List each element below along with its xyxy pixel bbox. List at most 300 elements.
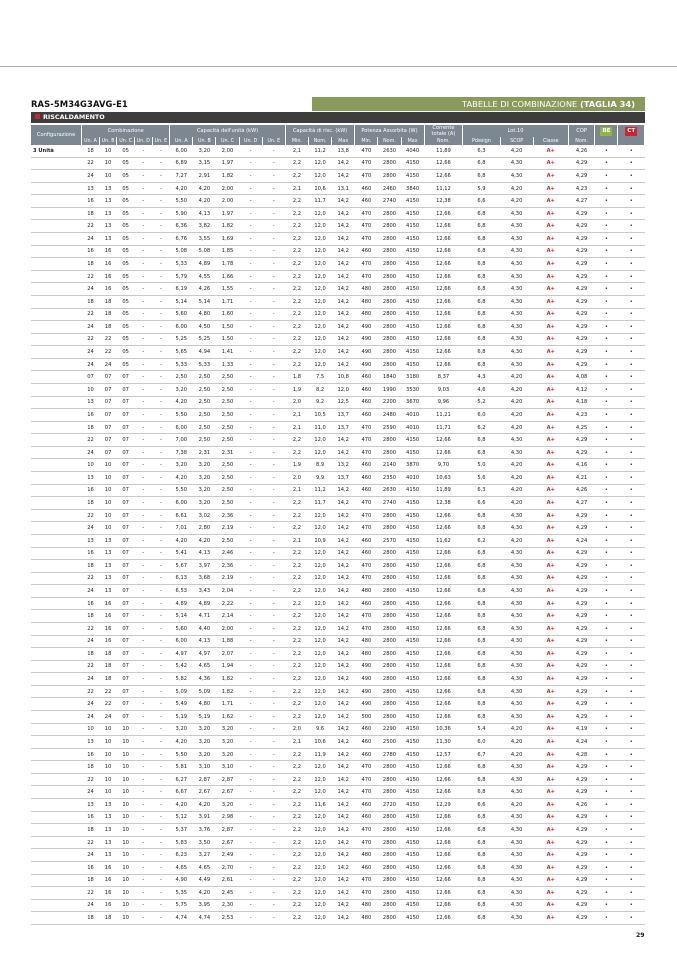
table-cell: 11,89 — [424, 484, 463, 497]
table-cell: • — [595, 383, 618, 396]
table-cell: 2,50 — [193, 396, 216, 409]
table-cell: 2,2 — [285, 899, 308, 912]
model-name: RAS-5M34G3AVG-E1 — [31, 99, 128, 109]
table-cell: 12,0 — [309, 321, 332, 334]
table-cell: • — [618, 711, 645, 724]
table-cell: 4150 — [401, 874, 424, 887]
table-cell: 4,20 — [170, 736, 193, 749]
table-cell: - — [239, 396, 262, 409]
table-cell: 2800 — [378, 597, 401, 610]
table-cell: 10 — [99, 761, 117, 774]
table-cell: 4,20 — [193, 182, 216, 195]
table-cell: 13,7 — [332, 472, 355, 485]
table-cell: 480 — [355, 295, 378, 308]
table-cell: 07 — [99, 421, 117, 434]
table-cell: - — [262, 660, 285, 673]
table-cell: 2,1 — [285, 145, 308, 157]
table-cell: 07 — [117, 711, 135, 724]
table-cell: 24 — [82, 698, 100, 711]
table-cell: 4,29 — [568, 308, 594, 321]
table-cell: - — [262, 446, 285, 459]
table-cell: 14,2 — [332, 333, 355, 346]
table-cell: 18 — [82, 560, 100, 573]
table-cell: - — [152, 547, 170, 560]
table-cell: 2,50 — [216, 434, 239, 447]
table-cell: - — [134, 321, 152, 334]
configuration-cell — [31, 660, 82, 673]
table-cell: 14,2 — [332, 660, 355, 673]
table-cell: 460 — [355, 245, 378, 258]
table-cell: 2800 — [378, 321, 401, 334]
table-cell: 14,2 — [332, 245, 355, 258]
table-cell: 07 — [117, 572, 135, 585]
table-cell: • — [618, 572, 645, 585]
table-cell: • — [595, 308, 618, 321]
table-cell: 16 — [99, 861, 117, 874]
table-cell: • — [618, 346, 645, 359]
table-cell: - — [134, 698, 152, 711]
table-cell: - — [262, 258, 285, 271]
table-cell: 4,20 — [500, 472, 533, 485]
table-cell: 14,2 — [332, 861, 355, 874]
table-cell: 6,8 — [463, 912, 500, 925]
table-cell: 4150 — [401, 560, 424, 573]
table-cell: 12,0 — [309, 308, 332, 321]
table-cell: - — [262, 874, 285, 887]
table-cell: 14,2 — [332, 346, 355, 359]
table-cell: - — [239, 434, 262, 447]
table-cell: 6,2 — [463, 534, 500, 547]
table-cell: 6,0 — [463, 736, 500, 749]
table-cell: - — [152, 849, 170, 862]
table-cell: 1,66 — [216, 270, 239, 283]
table-cell: - — [262, 648, 285, 661]
table-cell: 4,20 — [500, 383, 533, 396]
configuration-cell — [31, 836, 82, 849]
configuration-cell — [31, 773, 82, 786]
table-cell: 07 — [117, 383, 135, 396]
table-row — [31, 874, 645, 887]
table-cell: 12,0 — [309, 560, 332, 573]
sub-header-cell: Un. C — [216, 137, 239, 145]
table-cell: 2,2 — [285, 207, 308, 220]
table-row — [31, 635, 645, 648]
table-cell: 2,2 — [285, 648, 308, 661]
sub-header-cell: Un. E — [262, 137, 285, 145]
table-cell: 2800 — [378, 635, 401, 648]
table-cell: - — [262, 459, 285, 472]
table-cell: 2800 — [378, 346, 401, 359]
table-cell: 6,8 — [463, 233, 500, 246]
table-cell: - — [152, 321, 170, 334]
ct-badge-icon: CT — [627, 127, 636, 134]
table-cell: 14,2 — [332, 673, 355, 686]
sub-header-cell: Max — [332, 137, 355, 145]
energy-class-cell: A+ — [533, 736, 568, 749]
table-cell: - — [239, 887, 262, 900]
table-cell: 5,6 — [463, 472, 500, 485]
table-cell: 12,57 — [424, 748, 463, 761]
table-cell: 2,67 — [193, 786, 216, 799]
table-row — [31, 849, 645, 862]
table-cell: 18 — [99, 308, 117, 321]
table-cell: - — [134, 622, 152, 635]
table-cell: 4,74 — [193, 912, 216, 925]
table-cell: 12,0 — [309, 434, 332, 447]
table-cell: 470 — [355, 421, 378, 434]
table-cell: 460 — [355, 459, 378, 472]
table-cell: 2,30 — [216, 899, 239, 912]
table-cell: - — [239, 220, 262, 233]
table-cell: 12,0 — [309, 258, 332, 271]
table-cell: 6,8 — [463, 170, 500, 183]
table-cell: 10,36 — [424, 723, 463, 736]
table-cell: 4,6 — [463, 383, 500, 396]
table-cell: 4,30 — [500, 610, 533, 623]
table-cell: 10,6 — [309, 736, 332, 749]
table-row — [31, 333, 645, 346]
configuration-cell — [31, 207, 82, 220]
table-cell: 14,2 — [332, 157, 355, 170]
table-cell: 13 — [99, 836, 117, 849]
table-cell: 1,8 — [285, 371, 308, 384]
table-cell: 3,95 — [193, 899, 216, 912]
table-cell: 1,82 — [216, 220, 239, 233]
table-cell: • — [595, 773, 618, 786]
table-cell: 18 — [99, 295, 117, 308]
table-cell: 16 — [82, 484, 100, 497]
table-cell: 24 — [82, 585, 100, 598]
table-cell: 6,0 — [463, 409, 500, 422]
table-cell: 07 — [117, 635, 135, 648]
table-cell: 3,20 — [193, 736, 216, 749]
table-cell: 6,8 — [463, 321, 500, 334]
table-cell: 4,30 — [500, 258, 533, 271]
table-cell: 4,13 — [193, 635, 216, 648]
table-cell: 24 — [82, 786, 100, 799]
table-cell: 4,29 — [568, 673, 594, 686]
table-cell: 14,2 — [332, 849, 355, 862]
table-cell: • — [618, 811, 645, 824]
table-cell: - — [152, 773, 170, 786]
table-cell: 2,2 — [285, 799, 308, 812]
table-cell: 2800 — [378, 622, 401, 635]
table-cell: 4,29 — [568, 295, 594, 308]
table-cell: 4,29 — [568, 434, 594, 447]
table-cell: • — [618, 484, 645, 497]
table-cell: 4,97 — [193, 648, 216, 661]
table-cell: 12,0 — [309, 283, 332, 296]
table-cell: - — [134, 610, 152, 623]
table-cell: 2,2 — [285, 497, 308, 510]
table-cell: 16 — [82, 409, 100, 422]
table-cell: 6,8 — [463, 622, 500, 635]
table-cell: • — [595, 170, 618, 183]
table-cell: 22 — [82, 836, 100, 849]
table-cell: 18 — [82, 648, 100, 661]
table-cell: • — [595, 698, 618, 711]
table-cell: 6,8 — [463, 346, 500, 359]
table-cell: 13 — [82, 534, 100, 547]
configuration-cell — [31, 396, 82, 409]
table-cell: • — [595, 409, 618, 422]
table-cell: 18 — [99, 660, 117, 673]
table-cell: 4,27 — [568, 195, 594, 208]
table-cell: - — [152, 560, 170, 573]
table-cell: - — [134, 648, 152, 661]
table-cell: 460 — [355, 861, 378, 874]
table-cell: 24 — [82, 635, 100, 648]
table-cell: 4,30 — [500, 509, 533, 522]
header-lot: Lot.10 — [463, 125, 569, 137]
table-cell: - — [262, 195, 285, 208]
table-cell: 4,29 — [568, 786, 594, 799]
table-cell: 12,66 — [424, 207, 463, 220]
table-cell: - — [239, 861, 262, 874]
sub-header-cell: Un. A — [170, 137, 193, 145]
table-cell: - — [239, 233, 262, 246]
table-cell: 12,0 — [309, 245, 332, 258]
table-cell: 14,2 — [332, 509, 355, 522]
table-cell: - — [134, 560, 152, 573]
table-cell: - — [239, 321, 262, 334]
table-cell: - — [134, 748, 152, 761]
table-cell: 4150 — [401, 660, 424, 673]
table-cell: 500 — [355, 711, 378, 724]
energy-class-cell: A+ — [533, 396, 568, 409]
table-cell: 2,2 — [285, 346, 308, 359]
table-cell: - — [262, 560, 285, 573]
table-cell: 2,2 — [285, 547, 308, 560]
table-cell: - — [239, 459, 262, 472]
table-cell: 12,0 — [309, 887, 332, 900]
table-cell: 460 — [355, 736, 378, 749]
table-cell: • — [595, 711, 618, 724]
table-cell: 4,36 — [193, 673, 216, 686]
table-row — [31, 409, 645, 422]
table-cell: 4,27 — [568, 497, 594, 510]
table-cell: 12,66 — [424, 585, 463, 598]
table-cell: 2290 — [378, 723, 401, 736]
table-cell: 12,66 — [424, 811, 463, 824]
table-row — [31, 685, 645, 698]
table-cell: 4,29 — [568, 811, 594, 824]
table-cell: 12,66 — [424, 547, 463, 560]
table-cell: 18 — [82, 497, 100, 510]
table-cell: 2,2 — [285, 258, 308, 271]
table-cell: 13 — [99, 547, 117, 560]
table-cell: 2,50 — [216, 396, 239, 409]
table-cell: 2800 — [378, 220, 401, 233]
table-cell: - — [262, 145, 285, 157]
table-cell: 14,2 — [332, 195, 355, 208]
table-cell: 6,8 — [463, 597, 500, 610]
table-cell: - — [152, 333, 170, 346]
table-cell: 22 — [82, 622, 100, 635]
table-row — [31, 258, 645, 271]
table-cell: 480 — [355, 849, 378, 862]
table-cell: 12,0 — [309, 547, 332, 560]
table-cell: 13 — [82, 736, 100, 749]
table-cell: 4,30 — [500, 308, 533, 321]
table-cell: 2,50 — [170, 371, 193, 384]
table-cell: - — [152, 736, 170, 749]
table-cell: 4,30 — [500, 346, 533, 359]
table-cell: 2800 — [378, 673, 401, 686]
sub-header-cell: Un. A — [82, 137, 100, 145]
table-cell: 470 — [355, 497, 378, 510]
header-potenza: Potenza Assorbita (W) — [355, 125, 424, 137]
table-cell: 5,19 — [170, 711, 193, 724]
table-cell: 2,2 — [285, 597, 308, 610]
table-cell: 6,8 — [463, 572, 500, 585]
table-cell: 10 — [99, 484, 117, 497]
table-cell: 14,2 — [332, 270, 355, 283]
table-cell: 4,08 — [568, 371, 594, 384]
energy-class-cell: A+ — [533, 585, 568, 598]
table-cell: 14,2 — [332, 711, 355, 724]
table-cell: - — [239, 484, 262, 497]
table-cell: 3,20 — [193, 723, 216, 736]
table-cell: • — [618, 685, 645, 698]
table-cell: 4,20 — [500, 195, 533, 208]
table-cell: 4,65 — [170, 861, 193, 874]
table-cell: - — [239, 333, 262, 346]
configuration-cell — [31, 761, 82, 774]
table-cell: 10 — [117, 824, 135, 837]
table-cell: 11,2 — [309, 145, 332, 157]
table-cell: • — [618, 321, 645, 334]
table-row — [31, 421, 645, 434]
table-cell: • — [595, 799, 618, 812]
table-cell: - — [262, 887, 285, 900]
table-cell: - — [239, 509, 262, 522]
table-cell: 12,66 — [424, 258, 463, 271]
table-cell: 4,30 — [500, 245, 533, 258]
table-cell: 12,0 — [309, 585, 332, 598]
table-cell: 2,2 — [285, 748, 308, 761]
table-cell: 12,0 — [309, 295, 332, 308]
table-cell: 5,60 — [170, 622, 193, 635]
table-cell: 3,20 — [170, 459, 193, 472]
table-cell: 3,91 — [193, 811, 216, 824]
table-cell: 14,2 — [332, 283, 355, 296]
table-cell: 14,2 — [332, 635, 355, 648]
table-cell: 9,2 — [309, 396, 332, 409]
table-cell: - — [239, 799, 262, 812]
table-cell: 10 — [117, 836, 135, 849]
table-cell: 2,2 — [285, 912, 308, 925]
table-row — [31, 711, 645, 724]
energy-class-cell: A+ — [533, 773, 568, 786]
table-cell: 10,6 — [309, 182, 332, 195]
table-cell: 2780 — [378, 748, 401, 761]
table-cell: - — [239, 371, 262, 384]
table-cell: 4,30 — [500, 295, 533, 308]
table-cell: 12,66 — [424, 849, 463, 862]
table-cell: - — [152, 233, 170, 246]
table-cell: 470 — [355, 170, 378, 183]
table-cell: 2800 — [378, 773, 401, 786]
table-cell: - — [239, 522, 262, 535]
energy-class-cell: A+ — [533, 346, 568, 359]
table-cell: 24 — [82, 899, 100, 912]
configuration-cell — [31, 786, 82, 799]
table-cell: 2,67 — [216, 786, 239, 799]
table-cell: - — [134, 308, 152, 321]
table-cell: - — [262, 723, 285, 736]
sub-header-cell — [618, 137, 645, 145]
table-cell: 5,90 — [170, 207, 193, 220]
table-cell: 11,89 — [424, 145, 463, 157]
energy-class-cell: A+ — [533, 233, 568, 246]
table-cell: • — [618, 333, 645, 346]
header-combinazione: Combinazione — [82, 125, 170, 137]
table-row — [31, 899, 645, 912]
table-cell: 1,97 — [216, 207, 239, 220]
table-cell: 6,8 — [463, 811, 500, 824]
table-cell: 2,19 — [216, 572, 239, 585]
table-cell: 5,50 — [170, 484, 193, 497]
table-cell: 14,2 — [332, 736, 355, 749]
table-cell: - — [134, 761, 152, 774]
table-cell: 11,71 — [424, 421, 463, 434]
table-cell: 12,66 — [424, 220, 463, 233]
table-cell: 12,0 — [309, 698, 332, 711]
table-cell: - — [262, 610, 285, 623]
table-cell: 6,8 — [463, 585, 500, 598]
table-cell: 22 — [82, 333, 100, 346]
table-cell: 2800 — [378, 648, 401, 661]
table-cell: - — [134, 459, 152, 472]
table-cell: - — [134, 824, 152, 837]
table-cell: 6,7 — [463, 748, 500, 761]
table-cell: 13 — [99, 824, 117, 837]
table-cell: • — [595, 824, 618, 837]
table-cell: 2,2 — [285, 711, 308, 724]
table-cell: 12,66 — [424, 560, 463, 573]
table-cell: 4,20 — [500, 371, 533, 384]
table-cell: 2740 — [378, 195, 401, 208]
configuration-cell — [31, 648, 82, 661]
table-cell: 12,0 — [309, 220, 332, 233]
table-cell: 6,89 — [170, 157, 193, 170]
table-cell: 6,27 — [170, 773, 193, 786]
section-heading — [31, 112, 645, 123]
table-cell: 4,20 — [193, 195, 216, 208]
table-cell: 12,0 — [309, 233, 332, 246]
table-cell: 2,1 — [285, 484, 308, 497]
table-row — [31, 786, 645, 799]
table-cell: 1,85 — [216, 245, 239, 258]
table-cell: 4,30 — [500, 622, 533, 635]
table-cell: 4,29 — [568, 207, 594, 220]
table-cell: 3,20 — [193, 484, 216, 497]
table-cell: • — [595, 270, 618, 283]
table-cell: - — [134, 371, 152, 384]
table-cell: • — [618, 522, 645, 535]
table-cell: 12,66 — [424, 157, 463, 170]
table-cell: 2,50 — [216, 421, 239, 434]
table-row — [31, 673, 645, 686]
table-cell: 12,0 — [309, 358, 332, 371]
table-cell: 3,82 — [193, 220, 216, 233]
table-cell: 4,29 — [568, 585, 594, 598]
table-cell: 2,22 — [216, 597, 239, 610]
table-cell: - — [134, 358, 152, 371]
table-cell: 3180 — [401, 371, 424, 384]
configuration-cell — [31, 635, 82, 648]
